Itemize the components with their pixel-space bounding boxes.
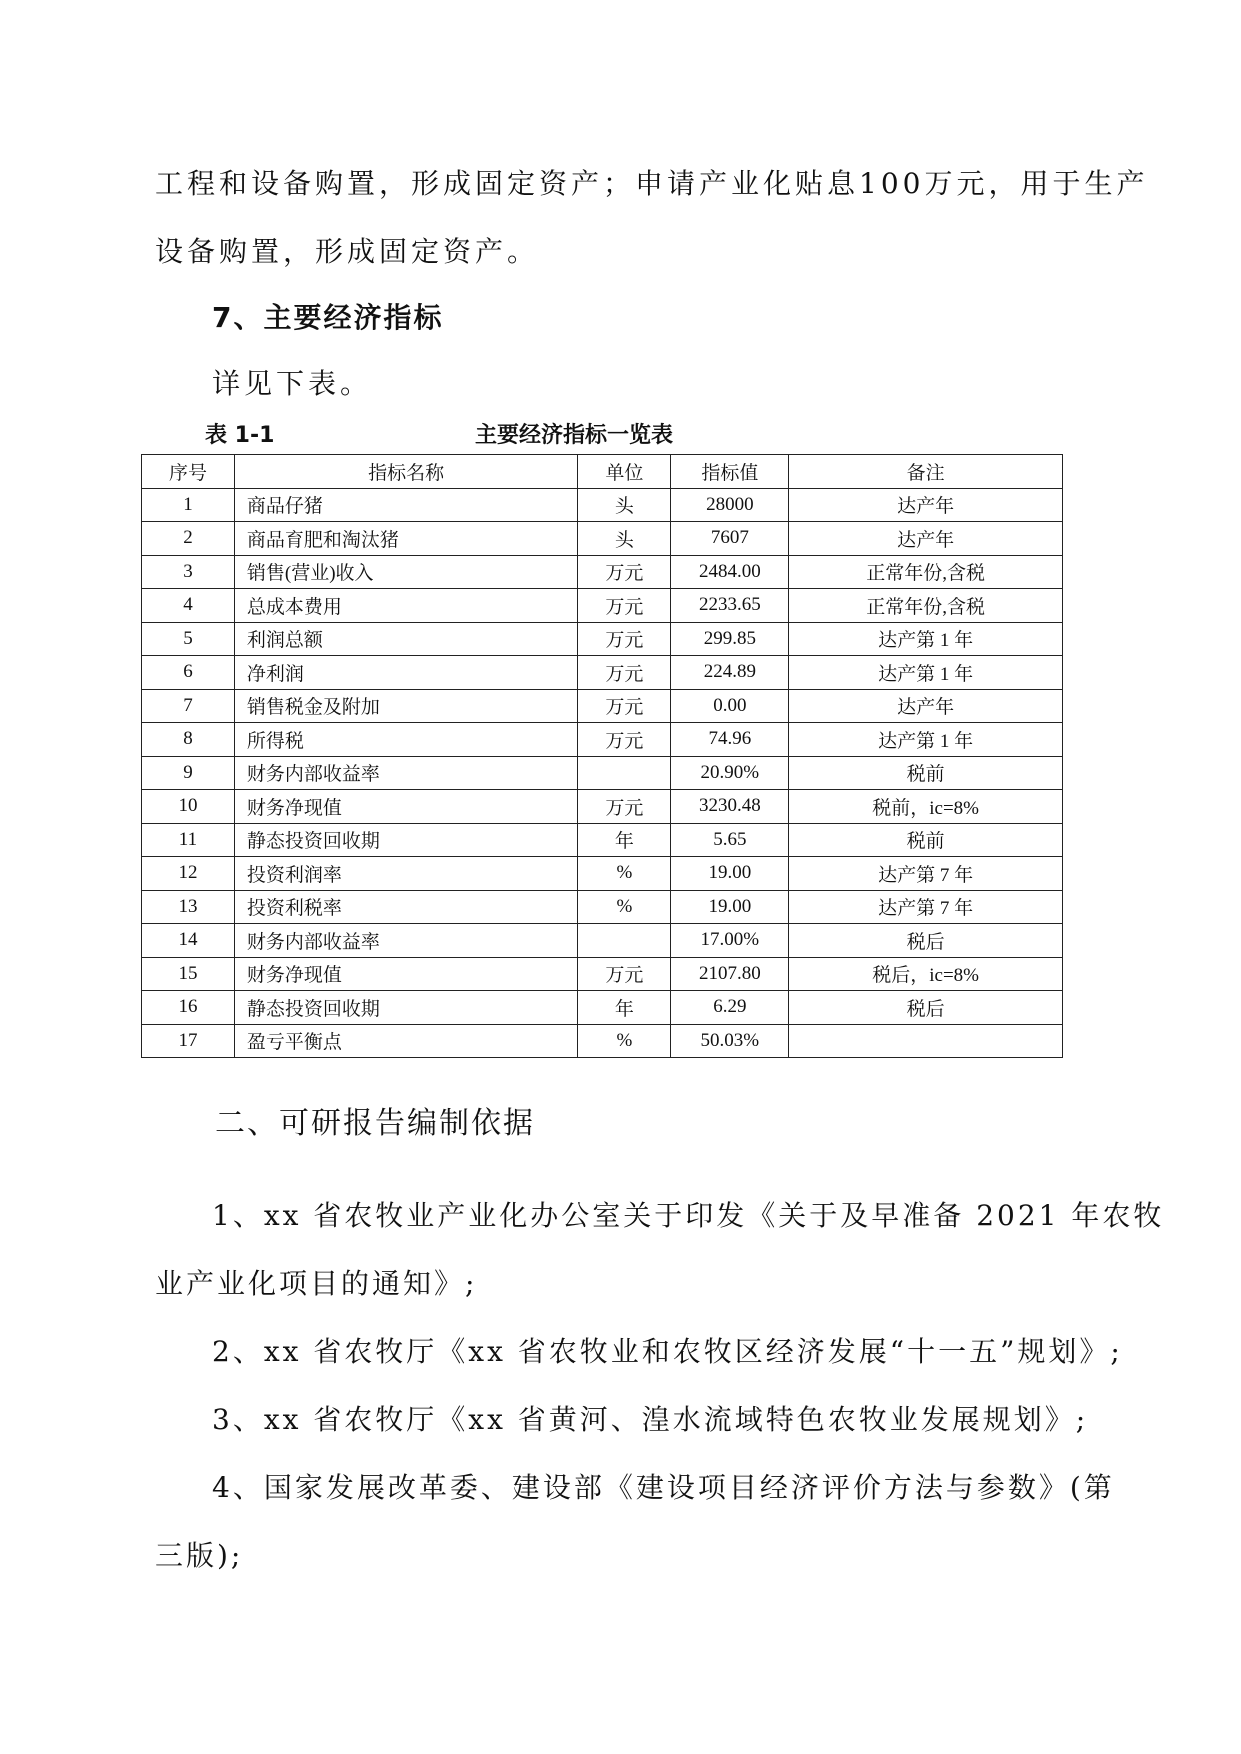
cell-index: 11 — [142, 823, 235, 857]
cell-unit: 万元 — [578, 790, 671, 824]
table-row — [142, 1024, 1063, 1058]
basis-item-4-line-1: 4、国家发展改革委、建设部《建设项目经济评价方法与参数》(第 — [212, 1471, 1115, 1504]
cell-unit: 年 — [578, 823, 671, 857]
cell-remark — [789, 1024, 1063, 1058]
cell-remark: 税前 — [789, 823, 1063, 857]
cell-unit — [578, 756, 671, 790]
cell-index: 4 — [142, 589, 235, 623]
cell-unit: % — [578, 890, 671, 924]
cell-unit: % — [578, 857, 671, 891]
cell-remark: 达产第 1 年 — [789, 622, 1063, 656]
section-7-heading: 7、主要经济指标 — [212, 301, 444, 334]
cell-name: 净利润 — [234, 656, 578, 690]
cell-unit: 万元 — [578, 555, 671, 589]
cell-name: 商品育肥和淘汰猪 — [234, 522, 578, 556]
table-title: 主要经济指标一览表 — [475, 423, 674, 448]
cell-remark: 税后 — [789, 924, 1063, 958]
cell-name: 销售(营业)收入 — [234, 555, 578, 589]
cell-name: 财务净现值 — [234, 957, 578, 991]
cell-remark: 达产第 1 年 — [789, 723, 1063, 757]
cell-name: 静态投资回收期 — [234, 823, 578, 857]
cell-index: 6 — [142, 656, 235, 690]
table-row — [142, 488, 1063, 522]
cell-value: 50.03% — [671, 1024, 789, 1058]
table-row — [142, 991, 1063, 1025]
cell-index: 13 — [142, 890, 235, 924]
cell-index: 2 — [142, 522, 235, 556]
basis-item-1-line-1: 1、xx 省农牧业产业化办公室关于印发《关于及早准备 2021 年农牧 — [212, 1199, 1165, 1232]
cell-unit: 头 — [578, 522, 671, 556]
table-row — [142, 957, 1063, 991]
cell-name: 总成本费用 — [234, 589, 578, 623]
table-row — [142, 589, 1063, 623]
cell-remark: 税前 — [789, 756, 1063, 790]
table-row — [142, 723, 1063, 757]
cell-remark: 达产第 1 年 — [789, 656, 1063, 690]
cell-remark: 达产第 7 年 — [789, 857, 1063, 891]
intro-line-1: 工程和设备购置，形成固定资产；申请产业化贴息100万元，用于生产 — [155, 167, 1149, 200]
cell-name: 财务净现值 — [234, 790, 578, 824]
cell-unit: 万元 — [578, 689, 671, 723]
cell-value: 224.89 — [671, 656, 789, 690]
cell-remark: 达产年 — [789, 689, 1063, 723]
table-row — [142, 622, 1063, 656]
header-unit: 单位 — [578, 455, 671, 489]
basis-item-4-line-2: 三版); — [155, 1539, 244, 1572]
cell-value: 299.85 — [671, 622, 789, 656]
basis-item-3: 3、xx 省农牧厅《xx 省黄河、湟水流域特色农牧业发展规划》; — [212, 1403, 1089, 1436]
see-table-text: 详见下表。 — [212, 367, 373, 400]
table-row — [142, 656, 1063, 690]
cell-remark: 达产第 7 年 — [789, 890, 1063, 924]
cell-value: 7607 — [671, 522, 789, 556]
cell-value: 19.00 — [671, 890, 789, 924]
table-row — [142, 857, 1063, 891]
header-name: 指标名称 — [234, 455, 578, 489]
cell-value: 2484.00 — [671, 555, 789, 589]
cell-unit: % — [578, 1024, 671, 1058]
cell-index: 17 — [142, 1024, 235, 1058]
cell-name: 投资利税率 — [234, 890, 578, 924]
cell-name: 财务内部收益率 — [234, 756, 578, 790]
cell-index: 3 — [142, 555, 235, 589]
table-number: 表 1-1 — [205, 423, 275, 448]
cell-value: 2107.80 — [671, 957, 789, 991]
cell-name: 所得税 — [234, 723, 578, 757]
cell-unit: 万元 — [578, 589, 671, 623]
cell-index: 9 — [142, 756, 235, 790]
cell-remark: 税后 — [789, 991, 1063, 1025]
cell-index: 14 — [142, 924, 235, 958]
header-index: 序号 — [142, 455, 235, 489]
table-row — [142, 756, 1063, 790]
cell-name: 销售税金及附加 — [234, 689, 578, 723]
section-2-heading: 二、可研报告编制依据 — [215, 1106, 535, 1141]
cell-value: 19.00 — [671, 857, 789, 891]
cell-unit: 万元 — [578, 622, 671, 656]
cell-remark: 达产年 — [789, 522, 1063, 556]
table-row — [142, 555, 1063, 589]
cell-value: 2233.65 — [671, 589, 789, 623]
cell-index: 5 — [142, 622, 235, 656]
cell-name: 投资利润率 — [234, 857, 578, 891]
cell-value: 28000 — [671, 488, 789, 522]
table-header-row — [142, 455, 1063, 489]
table-row — [142, 522, 1063, 556]
cell-remark: 正常年份,含税 — [789, 589, 1063, 623]
cell-unit: 年 — [578, 991, 671, 1025]
table-row — [142, 790, 1063, 824]
cell-index: 12 — [142, 857, 235, 891]
cell-index: 8 — [142, 723, 235, 757]
table-row — [142, 689, 1063, 723]
table-row — [142, 823, 1063, 857]
cell-index: 16 — [142, 991, 235, 1025]
cell-value: 0.00 — [671, 689, 789, 723]
cell-name: 商品仔猪 — [234, 488, 578, 522]
cell-unit: 万元 — [578, 957, 671, 991]
cell-index: 1 — [142, 488, 235, 522]
cell-remark: 税后，ic=8% — [789, 957, 1063, 991]
basis-item-2: 2、xx 省农牧厅《xx 省农牧业和农牧区经济发展“十一五”规划》; — [212, 1335, 1123, 1368]
cell-value: 5.65 — [671, 823, 789, 857]
cell-name: 静态投资回收期 — [234, 991, 578, 1025]
cell-remark: 达产年 — [789, 488, 1063, 522]
basis-item-1-line-2: 业产业化项目的通知》; — [155, 1267, 478, 1300]
cell-name: 利润总额 — [234, 622, 578, 656]
cell-unit — [578, 924, 671, 958]
cell-unit: 万元 — [578, 656, 671, 690]
cell-index: 15 — [142, 957, 235, 991]
cell-value: 74.96 — [671, 723, 789, 757]
cell-name: 财务内部收益率 — [234, 924, 578, 958]
cell-unit: 头 — [578, 488, 671, 522]
cell-unit: 万元 — [578, 723, 671, 757]
cell-value: 17.00% — [671, 924, 789, 958]
cell-value: 6.29 — [671, 991, 789, 1025]
table-row — [142, 924, 1063, 958]
cell-index: 10 — [142, 790, 235, 824]
cell-remark: 税前，ic=8% — [789, 790, 1063, 824]
cell-index: 7 — [142, 689, 235, 723]
cell-remark: 正常年份,含税 — [789, 555, 1063, 589]
cell-value: 20.90% — [671, 756, 789, 790]
cell-name: 盈亏平衡点 — [234, 1024, 578, 1058]
cell-value: 3230.48 — [671, 790, 789, 824]
header-remark: 备注 — [789, 455, 1063, 489]
header-value: 指标值 — [671, 455, 789, 489]
economic-indicators-table — [141, 454, 1063, 1058]
table-row — [142, 890, 1063, 924]
intro-line-2: 设备购置，形成固定资产。 — [155, 235, 540, 268]
